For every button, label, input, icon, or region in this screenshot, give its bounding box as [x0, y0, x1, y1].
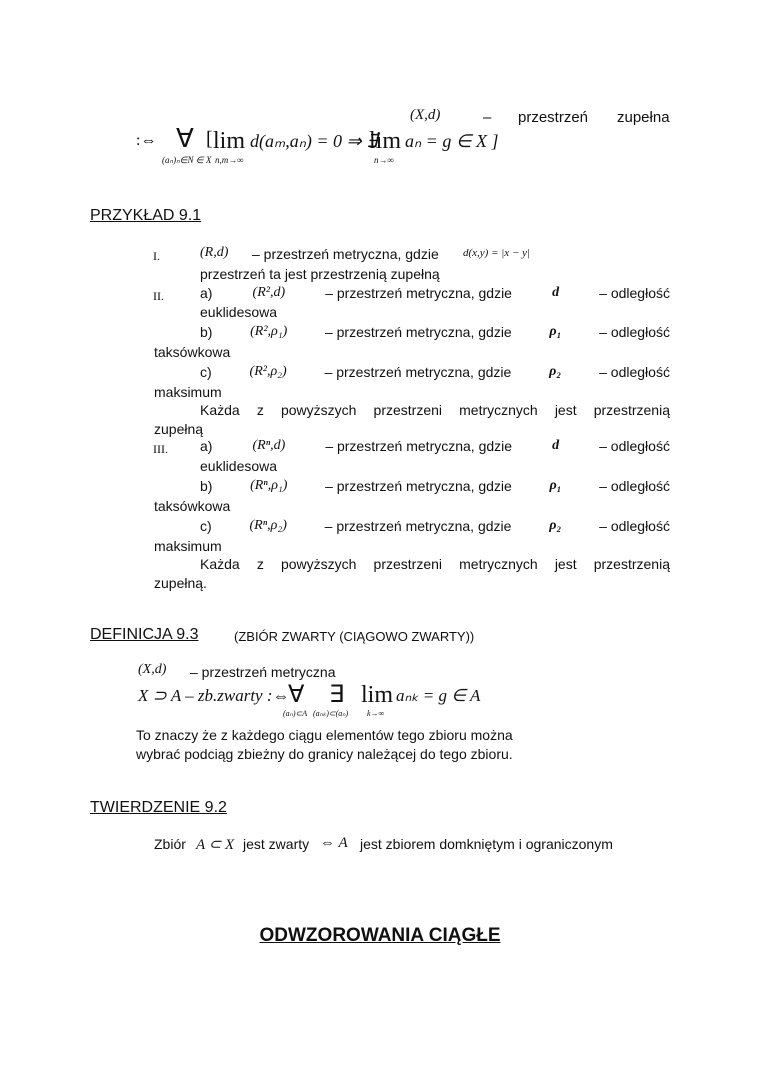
dash: – [483, 109, 492, 126]
theorem-subset: A ⊂ X [196, 837, 235, 853]
cont-euklidesowa-2: euklidesowa [200, 458, 278, 474]
symbol-rho2: ρ₂ [549, 518, 562, 533]
symbol-d: d [552, 285, 560, 300]
symbol-d: d [552, 438, 560, 453]
space-rn-d: (Rⁿ,d) [252, 438, 286, 453]
theorem-heading: TWIERDZENIE 9.2 [90, 799, 227, 816]
example-heading: PRZYKŁAD 9.1 [90, 207, 202, 224]
label-c: c) [200, 364, 212, 380]
space-r2-rho1: (R²,ρ₁) [250, 324, 288, 339]
roman-ii: II. [153, 289, 164, 303]
symbol-rho1: ρ₁ [549, 478, 562, 493]
lim-symbol: lim [213, 128, 246, 154]
theorem-jest-zwarty: jest zwarty [243, 836, 310, 852]
tail-text: – odległość [599, 478, 670, 494]
explain-line-2: wybrać podciąg zbieżny do granicy należącej do tego zbioru. [136, 746, 513, 762]
cont-euklidesowa: euklidesowa [200, 304, 278, 320]
label-a: a) [200, 285, 213, 301]
theorem-conclusion: jest zbiorem domkniętym i ograniczonym [360, 836, 613, 852]
paragraph-complete-1-cont: zupełną [154, 421, 204, 437]
limit-expression: aₙ = g ∈ X ] [405, 131, 499, 151]
def-exists-subscript: (aₙₖ)⊂(aₙ) [313, 709, 349, 718]
space-r2-d: (R²,d) [252, 285, 286, 300]
def-lim-symbol: lim [361, 682, 394, 708]
metric-formula: d(x,y) = |x − y| [463, 247, 530, 259]
symbol-rho2: ρ₂ [549, 364, 562, 379]
tail-text: – odległość [599, 324, 670, 340]
explain-line-1: To znaczy że z każdego ciągu elementów tego zbioru można [136, 727, 513, 743]
space-rn-rho2: (Rⁿ,ρ₂) [249, 518, 287, 533]
item-text: – przestrzeń metryczna, gdzie [325, 478, 512, 494]
def-space-text: – przestrzeń metryczna [190, 664, 336, 680]
item-i-line2: przestrzeń ta jest przestrzenią zupełną [200, 266, 440, 282]
theorem-zbior: Zbiór [154, 836, 186, 852]
item-text: – przestrzeń metryczna, gdzie [324, 364, 512, 380]
cont-taksowkowa-2: taksówkowa [154, 498, 231, 514]
space-r2-rho2: (R²,ρ₂) [249, 364, 287, 379]
item-iiia-row [200, 438, 670, 454]
item-text: – przestrzeń metryczna, gdzie [324, 324, 512, 340]
symbol-rho1: ρ₁ [549, 324, 562, 339]
item-text: – przestrzeń metryczna, gdzie [325, 285, 512, 301]
def-space-symbol: (X,d) [138, 662, 167, 677]
label-a: a) [200, 438, 213, 454]
def-equiv: :⇔ [136, 132, 157, 149]
complete-space-symbol: (X,d) [410, 107, 441, 123]
label-b: b) [200, 478, 213, 494]
cont-taksowkowa: taksówkowa [154, 344, 231, 360]
def-forall-symbol: ∀ [288, 682, 305, 708]
def-lim-subscript: k→∞ [367, 709, 385, 718]
roman-i: I. [153, 249, 160, 263]
compact-formula-rhs: aₙₖ = g ∈ A [396, 686, 481, 705]
item-iic-row [200, 364, 670, 380]
theorem-equiv: ⇔ A [320, 835, 348, 851]
lim2-subscript: n→∞ [374, 155, 394, 165]
paragraph-complete-2: Każda z powyższych przestrzeni metrycznych jest przestrzenią [200, 556, 670, 572]
word-przestrzen: przestrzeń [518, 109, 589, 126]
section-title: ODWZOROWANIA CIĄGŁE [259, 925, 501, 946]
item-i-text: – przestrzeń metryczna, gdzie [252, 246, 439, 262]
item-text: – przestrzeń metryczna, gdzie [325, 438, 513, 454]
definition-subtitle: (ZBIÓR ZWARTY (CIĄGOWO ZWARTY)) [234, 629, 475, 644]
compact-formula-lhs: X ⊃ A – zb.zwarty :⇔ [138, 686, 290, 705]
bracket-open: [ [206, 128, 213, 150]
space-r-d: (R,d) [200, 245, 229, 260]
paragraph-complete-1: Każda z powyższych przestrzeni metrycznych jest przestrzenią [200, 402, 670, 418]
definition-heading: DEFINICJA 9.3 [90, 626, 199, 643]
cauchy-expression: d(aₘ,aₙ) = 0 ⇒ ∃ [250, 131, 378, 151]
item-iiic-row [200, 518, 670, 534]
tail-text: – odległość [599, 285, 670, 301]
label-b: b) [200, 324, 213, 340]
forall-symbol: ∀ [176, 124, 194, 153]
label-c: c) [200, 518, 212, 534]
def-exists-symbol: ∃ [329, 682, 345, 708]
paragraph-complete-2-cont: zupełną. [154, 575, 207, 591]
lim-subscript: n,m→∞ [215, 155, 244, 165]
cont-maksimum: maksimum [154, 384, 222, 400]
roman-iii: III. [153, 442, 168, 456]
item-iib-row [200, 324, 670, 340]
space-rn-rho1: (Rⁿ,ρ₁) [250, 478, 288, 493]
word-zupelna: zupełna [617, 109, 670, 126]
cont-maksimum-2: maksimum [154, 538, 222, 554]
def-forall-subscript: (aₙ)⊂A [283, 709, 308, 718]
tail-text: – odległość [599, 518, 670, 534]
item-iia-row [200, 285, 670, 301]
tail-text: – odległość [599, 364, 670, 380]
item-text: – przestrzeń metryczna, gdzie [324, 518, 512, 534]
item-iiib-row [200, 478, 670, 494]
lim2-symbol: lim [369, 128, 402, 154]
tail-text: – odległość [599, 438, 670, 454]
forall-subscript: (aₙ)ₙ∈N ∈ X [162, 155, 212, 165]
